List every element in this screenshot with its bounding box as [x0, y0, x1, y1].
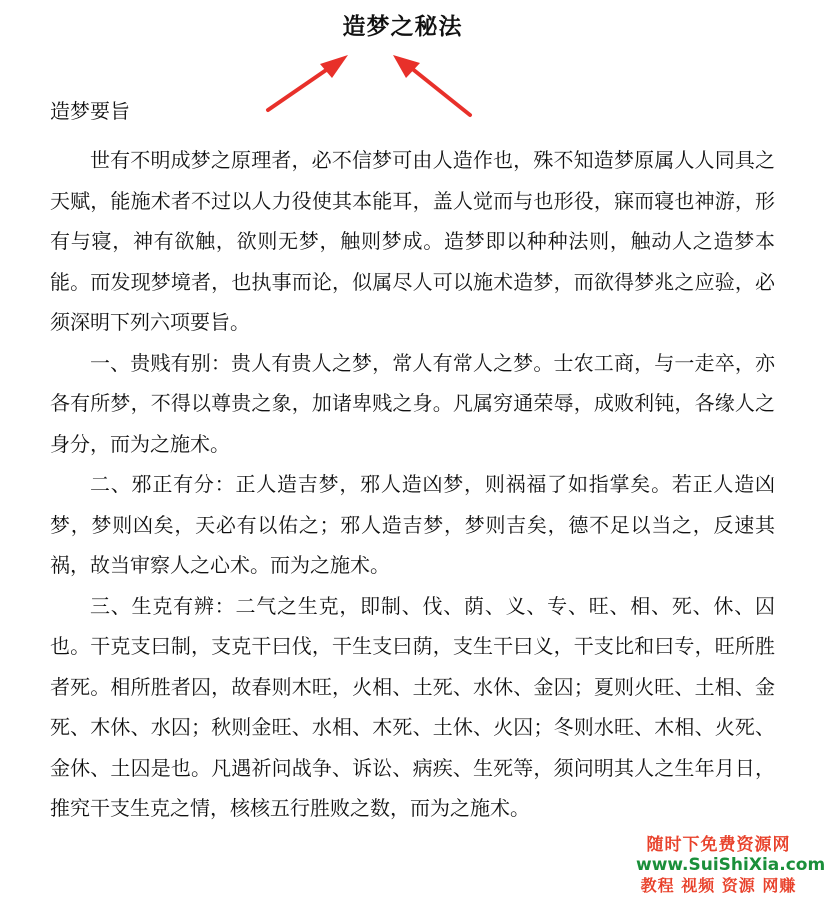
paragraph-rank: 一、贵贱有别：贵人有贵人之梦，常人有常人之梦。士农工商，与一走卒，亦各有所梦，不得以尊贵之象，加诸卑贱之身。凡属穷通荣辱，成败利钝，各缘人之身分，而为之施术。 [50, 350, 775, 456]
site-watermark [636, 835, 825, 897]
watermark-site-name: 随时下免费资源网 [646, 835, 791, 855]
paragraph-intro: 世有不明成梦之原理者，必不信梦可由人造作也，殊不知造梦原属人人同具之天赋，能施术者不过以人力役使其本能耳，盖人觉而与也形役，寐而寝也神游，形有与寝，神有欲触，欲则无梦，触则梦成。造梦即以种种法则，触动人之造梦本能。而发现梦境者，也执事而论，似属尽人可以施术造梦，而欲得梦兆之应验，必须深明下列六项要旨。 [50, 148, 775, 334]
right-arrow-icon [393, 55, 470, 115]
paragraph-elements: 三、生克有辨：二气之生克，即制、伐、荫、义、专、旺、相、死、休、囚也。干克支曰制，支克干曰伐，干生支曰荫，支生干曰义，干支比和曰专，旺所胜者死。相所胜者囚，故春则木旺，火相、土死、水休、金囚；夏则火旺、土相、金死、木休、水囚；秋则金旺、水相、木死、土休、火囚；冬则水旺、木相、火死、金休、土囚是也。凡遇祈问战争、诉讼、病疾、生死等，须问明其人之生年月日，推究干支生克之情，核核五行胜败之数，而为之施术。 [50, 593, 775, 820]
paragraph-morality: 二、邪正有分：正人造吉梦，邪人造凶梦，则祸福了如指掌矣。若正人造凶梦，梦则凶矣，天必有以佑之；邪人造吉梦，梦则吉矣，德不足以当之，反速其祸，故当审察人之心术。而为之施术。 [50, 472, 775, 577]
section-heading: 造梦要旨 [50, 99, 130, 123]
document-title: 造梦之秘法 [342, 14, 463, 40]
watermark-tagline: 教程 视频 资源 网赚 [640, 876, 797, 895]
watermark-url: www.SuiShiXia.com [636, 855, 825, 875]
document-body [50, 140, 775, 829]
left-arrow-icon [268, 55, 348, 110]
